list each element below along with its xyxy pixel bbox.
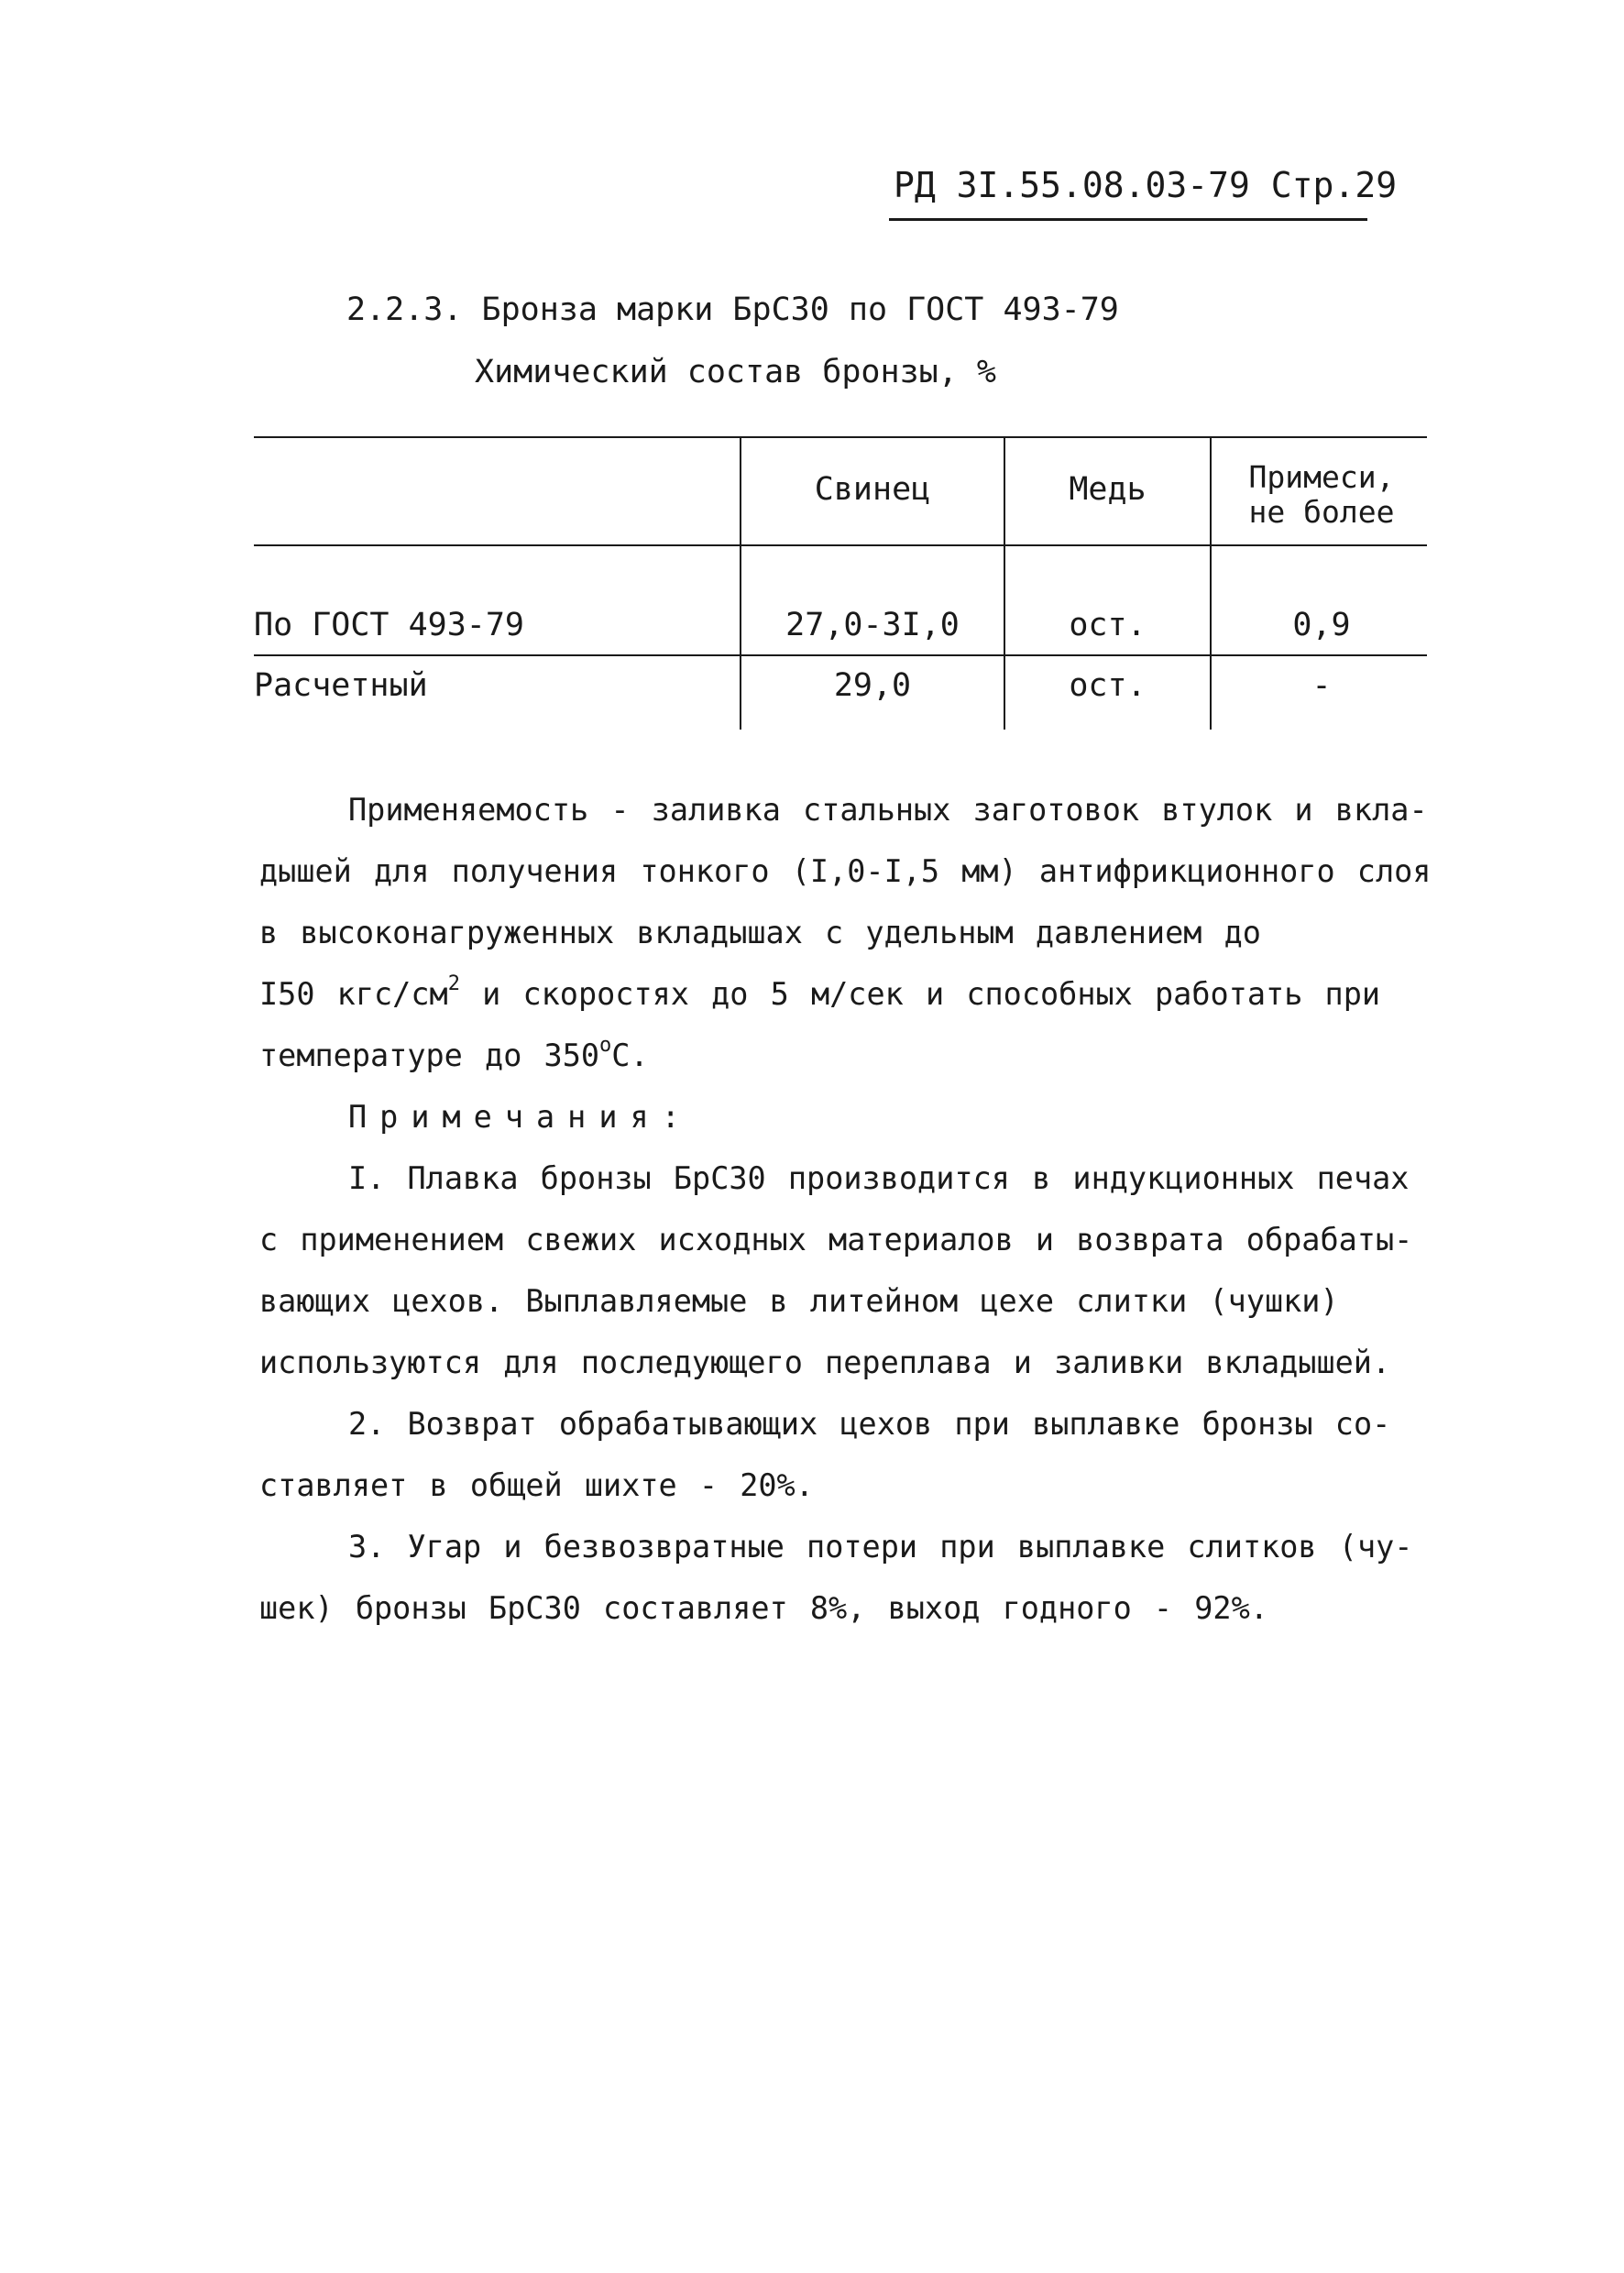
text-fragment: С. bbox=[611, 1038, 649, 1073]
note-line: ставляет в общей шихте - 20%. bbox=[259, 1467, 814, 1503]
notes-title: Примечания: bbox=[348, 1099, 693, 1135]
note-line: 2. Возврат обрабатывающих цехов при выплавке бронзы со- bbox=[348, 1406, 1391, 1442]
paragraph-line bbox=[259, 972, 1381, 1012]
column-header-impurities-line2: не более bbox=[1248, 494, 1395, 530]
table-row-rule bbox=[254, 654, 1427, 656]
composition-table bbox=[254, 436, 1427, 730]
note-line: с применением свежих исходных материалов и возврата обрабаты- bbox=[259, 1222, 1413, 1257]
paragraph-line bbox=[259, 1034, 649, 1073]
column-header-copper: Медь bbox=[1069, 471, 1147, 508]
row-label: По ГОСТ 493-79 bbox=[254, 607, 525, 643]
section-heading: 2.2.3. Бронза марки БрС30 по ГОСТ 493-79 bbox=[346, 291, 1119, 328]
document-reference: РД 3I.55.08.03-79 Стр.29 bbox=[894, 165, 1398, 205]
header-underline bbox=[889, 218, 1367, 221]
column-header-impurities-line1: Примеси, bbox=[1248, 459, 1395, 495]
text-fragment: температуре до 350 bbox=[259, 1038, 600, 1073]
note-line: I. Плавка бронзы БрС30 производится в индукционных печах bbox=[348, 1160, 1410, 1196]
cell-copper: ост. bbox=[1069, 607, 1147, 643]
column-header-impurities bbox=[1212, 460, 1432, 530]
paragraph-line: Применяемость - заливка стальных заготовок втулок и вкла- bbox=[348, 792, 1428, 828]
text-fragment: I50 кгс/см bbox=[259, 976, 448, 1012]
cell-impurities: 0,9 bbox=[1292, 607, 1351, 643]
superscript: о bbox=[599, 1034, 612, 1057]
note-line: шек) бронзы БрС30 составляет 8%, выход годного - 92%. bbox=[259, 1590, 1268, 1626]
superscript: 2 bbox=[447, 972, 460, 995]
text-fragment: и скоростях до 5 м/сек и способных работать при bbox=[459, 976, 1381, 1012]
column-header-lead: Свинец bbox=[814, 471, 931, 508]
paragraph-line: дышей для получения тонкого (I,0-I,5 мм) антифрикционного слоя bbox=[259, 853, 1432, 889]
cell-copper: ост. bbox=[1069, 667, 1147, 704]
table-caption: Химический состав бронзы, % bbox=[475, 354, 996, 390]
note-line: 3. Угар и безвозвратные потери при выплавке слитков (чу- bbox=[348, 1529, 1413, 1565]
table-top-rule bbox=[254, 436, 1427, 438]
note-line: вающих цехов. Выплавляемые в литейном цехе слитки (чушки) bbox=[259, 1283, 1339, 1319]
cell-lead: 27,0-3I,0 bbox=[785, 607, 960, 643]
note-line: используются для последующего переплава и заливки вкладышей. bbox=[259, 1345, 1391, 1380]
cell-impurities: - bbox=[1311, 667, 1332, 704]
cell-lead: 29,0 bbox=[833, 667, 912, 704]
row-label: Расчетный bbox=[254, 667, 428, 704]
table-header-rule bbox=[254, 544, 1427, 546]
paragraph-line: в высоконагруженных вкладышах с удельным давлением до bbox=[259, 915, 1261, 950]
